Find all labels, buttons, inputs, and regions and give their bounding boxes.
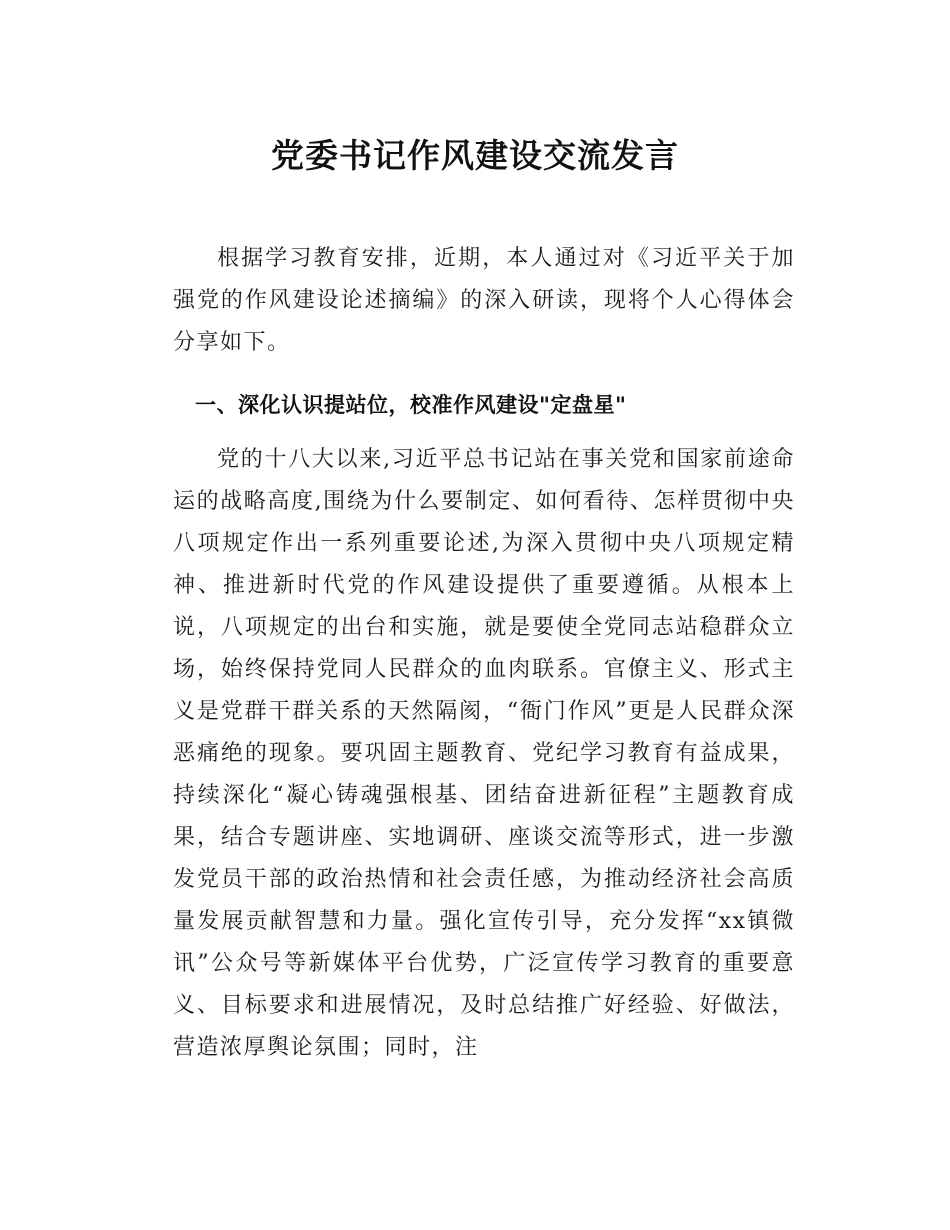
section-paragraph: 党的十八大以来,习近平总书记站在事关党和国家前途命运的战略高度,围绕为什么要制定、如何看待、怎样贯彻中央八项规定作出一系列重要论述,为深入贯彻中央八项规定精神、推进新时代党的作风建设提供了重要遵循。从根本上说，八项规定的出台和实施，就是要使全党同志站稳群众立场，始终保持党同人民群众的血肉联系。官僚主义、形式主义是党群干群关系的天然隔阂，“衙门作风”更是人民群众深恶痛绝的现象。要巩固主题教育、党纪学习教育有益成果，持续深化“凝心铸魂强根基、团结奋进新征程”主题教育成果，结合专题讲座、实地调研、座谈交流等形式，进一步激发党员干部的政治热情和社会责任感，为推动经济社会高质量发展贡献智慧和力量。强化宣传引导，充分发挥“xx镇微讯”公众号等新媒体平台优势，广泛宣传学习教育的重要意义、目标要求和进展情况，及时总结推广好经验、好做法，营造浓厚舆论氛围；同时，注 (173, 447, 795, 1060)
document-title: 党委书记作风建设交流发言 (271, 136, 679, 176)
intro-paragraph: 根据学习教育安排，近期，本人通过对《习近平关于加强党的作风建设论述摘编》的深入研读，现将个人心得体会分享如下。 (173, 246, 795, 355)
section-heading: 一、深化认识提站位，校准作风建设"定盘星" (195, 393, 627, 417)
